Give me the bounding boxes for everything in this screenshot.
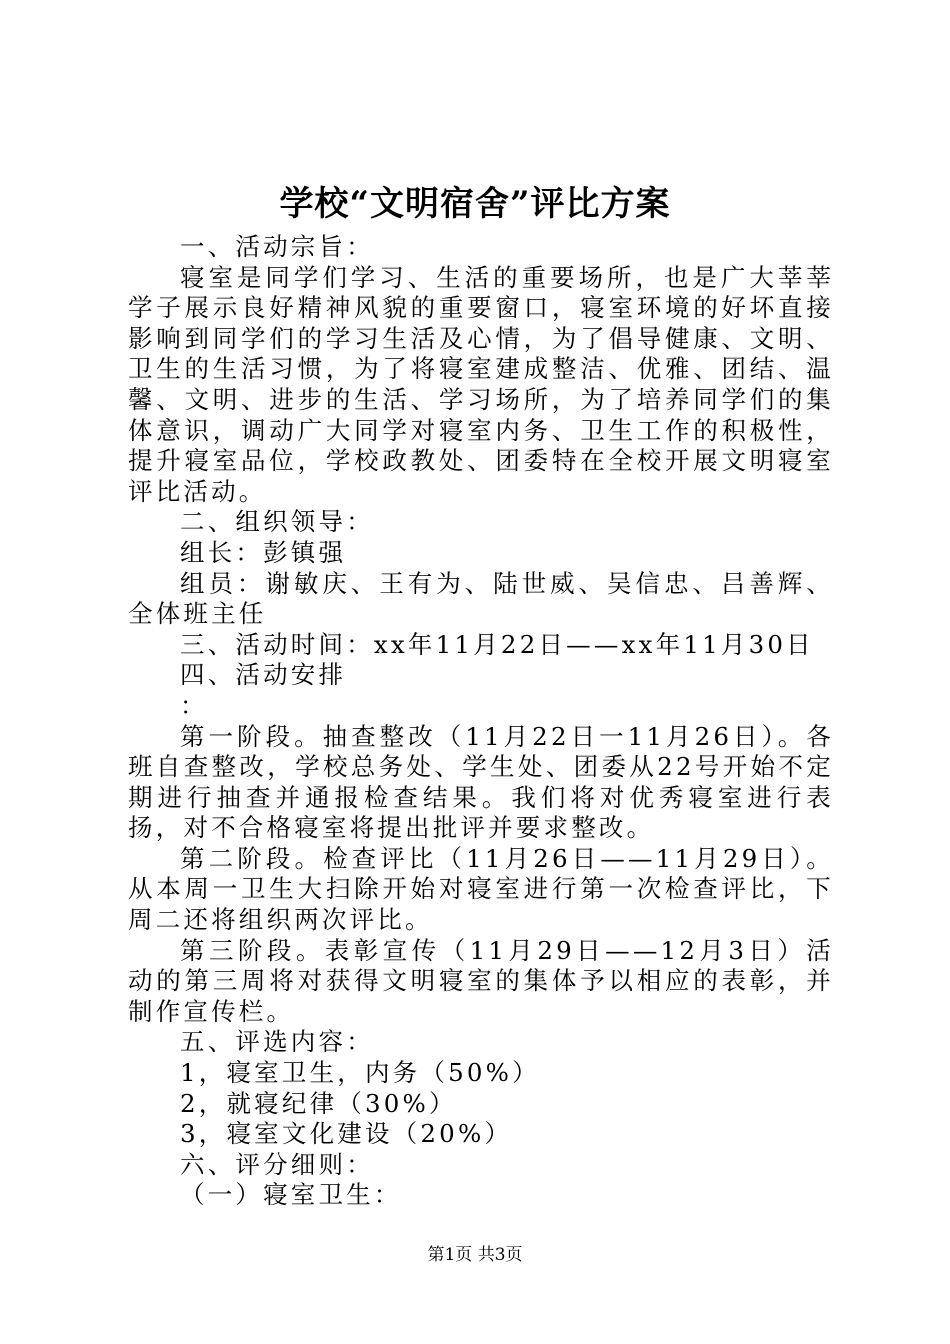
page-footer: 第1页 共3页: [427, 1245, 523, 1265]
arrangement-colon: ：: [180, 690, 208, 720]
section-heading-organization: 二、组织领导：: [180, 507, 374, 537]
stage-two-paragraph: 第二阶段。检查评比（11月26日——11月29日）。从本周一卫生大扫除开始对寝室进行第一次检查评比，下周二还将组织两次评比。: [128, 843, 834, 935]
document-body: [128, 232, 834, 1211]
team-members: 组员：谢敏庆、王有为、陆世威、吴信忠、吕善辉、全体班主任: [128, 568, 834, 629]
section-heading-scoring: 六、评分细则：: [180, 1149, 374, 1179]
document-title: 学校“文明宿舍”评比方案: [279, 184, 671, 224]
stage-three-paragraph: 第三阶段。表彰宣传（11月29日——12月3日）活动的第三周将对获得文明寝室的集体予以相应的表彰，并制作宣传栏。: [128, 935, 834, 1026]
team-leader: 组长：彭镇强: [180, 537, 347, 567]
criteria-item: 2，就寝纪律（30%）: [180, 1088, 457, 1118]
subsection-heading-hygiene: （一）寝室卫生：: [180, 1180, 402, 1210]
section-heading-time: 三、活动时间：xx年11月22日——xx年11月30日: [180, 629, 814, 659]
criteria-item: 3，寝室文化建设（20%）: [180, 1119, 513, 1149]
purpose-paragraph: 寝室是同学们学习、生活的重要场所，也是广大莘莘学子展示良好精神风貌的重要窗口，寝室环境的好坏直接影响到同学们的学习生活及心情，为了倡导健康、文明、卫生的生活习惯，为了将寝室建成整洁、优雅、团结、温馨、文明、进步的生活、学习场所，为了培养同学们的集体意识，调动广大同学对寝室内务、卫生工作的积极性，提升寝室品位，学校政教处、团委特在全校开展文明寝室评比活动。: [128, 262, 834, 506]
stage-one-paragraph: 第一阶段。抽查整改（11月22日一11月26日）。各班自查整改，学校总务处、学生处、团委从22号开始不定期进行抽查并通报检查结果。我们将对优秀寝室进行表扬，对不合格寝室将提出批评并要求整改。: [128, 721, 834, 843]
section-heading-criteria: 五、评选内容：: [180, 1027, 374, 1057]
section-heading-purpose: 一、活动宗旨：: [180, 232, 374, 261]
criteria-item: 1，寝室卫生，内务（50%）: [180, 1058, 540, 1088]
section-heading-arrangement: 四、活动安排: [180, 660, 347, 690]
